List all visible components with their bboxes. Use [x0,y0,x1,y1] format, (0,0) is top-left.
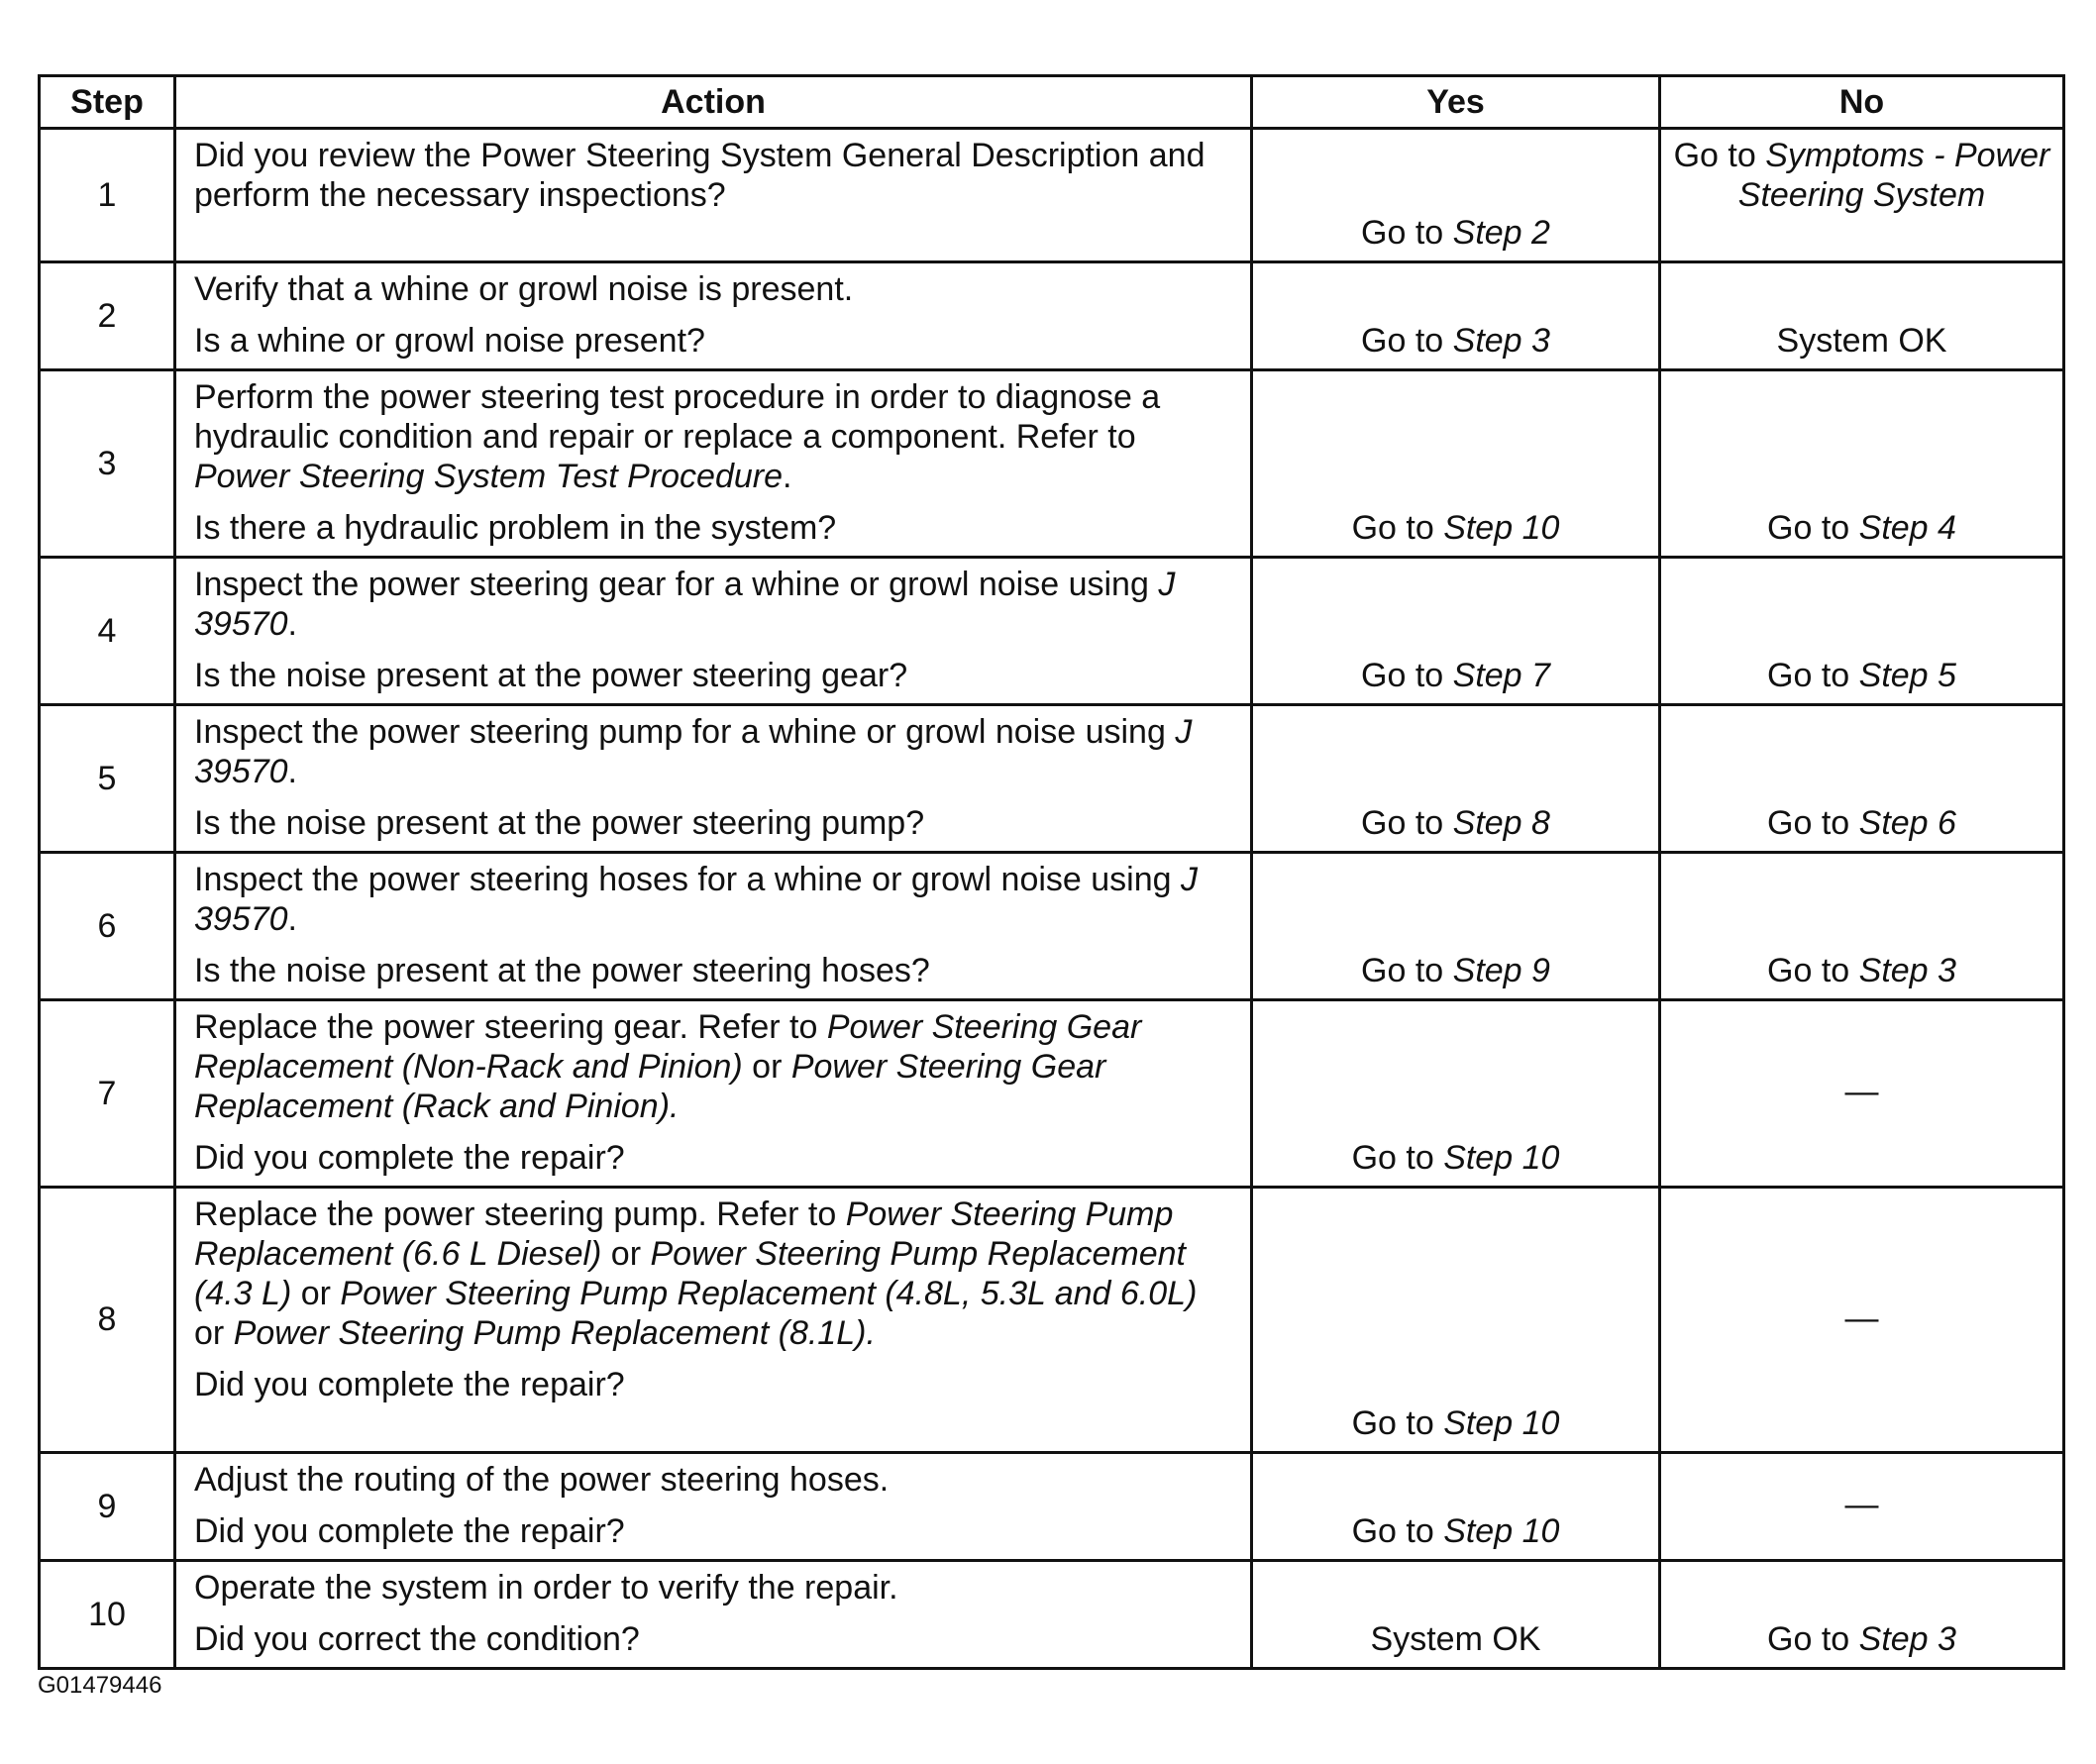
no-result-segment: Step 3 [1858,1620,1956,1658]
no-result-segment: Step 4 [1858,509,1956,547]
table-row [40,558,2064,705]
action-instruction-segment: J 39570 [194,713,1193,790]
action-instruction-segment: Inspect the power steering pump for a whine or growl noise using [194,713,1176,751]
action-instruction-segment: Power Steering Pump Replacement (6.6 L Diesel) [194,1195,1174,1273]
yes-result-segment: Go to [1361,214,1453,252]
action-instruction-segment: Power Steering Pump Replacement (4.3 L) [194,1235,1186,1312]
action-question [194,136,1232,215]
action-instruction-segment: or [742,1048,791,1086]
yes-result-segment: Go to [1351,509,1444,547]
step-number: 7 [40,1000,175,1188]
action-instruction-segment: Verify that a whine or growl noise is present. [194,270,854,308]
step-number: 8 [40,1188,175,1453]
yes-result-segment: Step 10 [1443,509,1560,547]
action-question: Is a whine or growl noise present? [194,322,705,360]
no-result [1660,262,2064,370]
action-cell [175,1000,1252,1188]
action-instruction-segment: Operate the system in order to verify the repair. [194,1569,898,1607]
action-instruction-segment: Power Steering Pump Replacement (8.1L). [233,1314,876,1352]
action-question-segment: Did you review the Power Steering System General Description and perform the necessary inspections? [194,137,1205,214]
yes-result-segment: Go to [1361,322,1453,360]
no-result [1660,1561,2064,1669]
action-instruction-segment: Perform the power steering test procedure in order to diagnose a hydraulic condition and repair or replace a component. Refer to [194,378,1161,456]
action-question: Is there a hydraulic problem in the system? [194,509,837,547]
yes-result-segment: Go to [1351,1404,1444,1442]
no-result [1660,1188,2064,1453]
action-instruction [194,377,1232,496]
yes-result-segment: System OK [1370,1620,1541,1658]
yes-result-segment: Go to [1361,804,1453,842]
action-cell [175,129,1252,262]
action-instruction [194,1007,1232,1126]
action-cell [175,262,1252,370]
action-instruction [194,860,1232,939]
no-result-segment: Step 3 [1858,952,1956,989]
action-question: Did you correct the condition? [194,1620,640,1658]
action-instruction [194,565,1232,644]
yes-result [1252,1000,1660,1188]
no-result-segment: Go to [1767,509,1859,547]
figure-id: G01479446 [38,1672,162,1699]
no-result [1660,370,2064,558]
yes-result [1252,1188,1660,1453]
yes-result [1252,262,1660,370]
action-cell [175,1453,1252,1561]
action-instruction-segment: J 39570 [194,861,1198,938]
step-number: 10 [40,1561,175,1669]
no-result-segment: — [1844,1298,1879,1337]
step-number: 5 [40,705,175,853]
action-instruction-segment: Power Steering Pump Replacement (4.8L, 5.3L and 6.0L) [340,1275,1198,1312]
step-number: 4 [40,558,175,705]
no-result [1660,1453,2064,1561]
action-instruction [194,269,1232,309]
header-no: No [1660,76,2064,129]
no-result [1660,853,2064,1000]
action-question: Is the noise present at the power steering pump? [194,804,925,842]
yes-result-segment: Go to [1361,952,1453,989]
yes-result [1252,1561,1660,1669]
table-row [40,1000,2064,1188]
no-result [1660,558,2064,705]
yes-result [1252,129,1660,262]
action-question: Did you complete the repair? [194,1139,625,1177]
yes-result [1252,370,1660,558]
no-result-segment: — [1844,1486,1879,1523]
no-result-segment: Go to [1767,1620,1859,1658]
yes-result-segment: Step 10 [1443,1512,1560,1550]
action-instruction-segment: Inspect the power steering gear for a whine or growl noise using [194,566,1159,603]
action-instruction-segment: Inspect the power steering hoses for a whine or growl noise using [194,861,1181,898]
action-instruction-segment: . [287,605,297,643]
table-row [40,370,2064,558]
action-instruction-segment: Replace the power steering gear. Refer to [194,1008,827,1046]
table-header-row [40,76,2064,129]
action-instruction [194,712,1232,791]
yes-result-segment: Go to [1351,1512,1444,1550]
action-instruction-segment: Adjust the routing of the power steering hoses. [194,1461,890,1499]
yes-result-segment: Go to [1351,1139,1444,1177]
action-question: Did you complete the repair? [194,1366,625,1403]
step-number: 6 [40,853,175,1000]
header-step: Step [40,76,175,129]
action-instruction [194,1194,1232,1353]
step-number: 3 [40,370,175,558]
yes-result [1252,853,1660,1000]
table-row [40,1188,2064,1453]
action-cell [175,1188,1252,1453]
action-instruction-segment: Power Steering System Test Procedure [194,458,784,495]
no-result-segment: Step 5 [1858,657,1956,694]
action-instruction [194,1460,1232,1500]
action-cell [175,558,1252,705]
yes-result [1252,705,1660,853]
action-cell [175,705,1252,853]
step-number: 1 [40,129,175,262]
action-question: Is the noise present at the power steering hoses? [194,952,930,989]
table-body [40,129,2064,1669]
yes-result-segment: Step 10 [1443,1139,1560,1177]
action-instruction-segment: . [287,900,297,938]
yes-result-segment: Go to [1361,657,1453,694]
action-instruction [194,1568,1232,1608]
no-result-segment: Step 6 [1858,804,1956,842]
table-row [40,705,2064,853]
no-result-segment: — [1844,1073,1879,1110]
table-row [40,262,2064,370]
action-cell [175,1561,1252,1669]
yes-result-segment: Step 2 [1452,214,1550,252]
no-result-segment: Go to [1767,804,1859,842]
action-cell [175,370,1252,558]
action-cell [175,853,1252,1000]
no-result-segment: Go to [1767,952,1859,989]
no-result [1660,129,2064,262]
action-question: Did you complete the repair? [194,1512,625,1550]
header-yes: Yes [1252,76,1660,129]
action-instruction-segment: or [601,1235,651,1273]
diagnostic-table [38,74,2065,1670]
table-row [40,1453,2064,1561]
yes-result [1252,558,1660,705]
no-result [1660,705,2064,853]
yes-result [1252,1453,1660,1561]
table-row [40,1561,2064,1669]
action-question: Is the noise present at the power steering gear? [194,657,908,694]
no-result-segment: Go to [1767,657,1859,694]
table-row [40,129,2064,262]
no-result-segment: Go to [1673,137,1766,174]
action-instruction-segment: Power Steering Gear Replacement (Rack and Pinion). [194,1048,1106,1125]
no-result-segment: System OK [1776,322,1947,360]
action-instruction-segment: or [291,1275,341,1312]
yes-result-segment: Step 8 [1452,804,1550,842]
no-result-segment: Symptoms - Power Steering System [1737,137,2050,214]
header-action: Action [175,76,1252,129]
action-instruction-segment: or [194,1314,234,1352]
yes-result-segment: Step 10 [1443,1404,1560,1442]
yes-result-segment: Step 7 [1452,657,1550,694]
action-instruction-segment: Power Steering Gear Replacement (Non-Rack and Pinion) [194,1008,1142,1086]
step-number: 9 [40,1453,175,1561]
action-instruction-segment: J 39570 [194,566,1176,643]
table-row [40,853,2064,1000]
action-instruction-segment: . [783,458,792,495]
action-instruction-segment: Replace the power steering pump. Refer to [194,1195,846,1233]
action-instruction-segment: . [287,753,297,790]
yes-result-segment: Step 9 [1452,952,1550,989]
no-result [1660,1000,2064,1188]
yes-result-segment: Step 3 [1452,322,1550,360]
step-number: 2 [40,262,175,370]
